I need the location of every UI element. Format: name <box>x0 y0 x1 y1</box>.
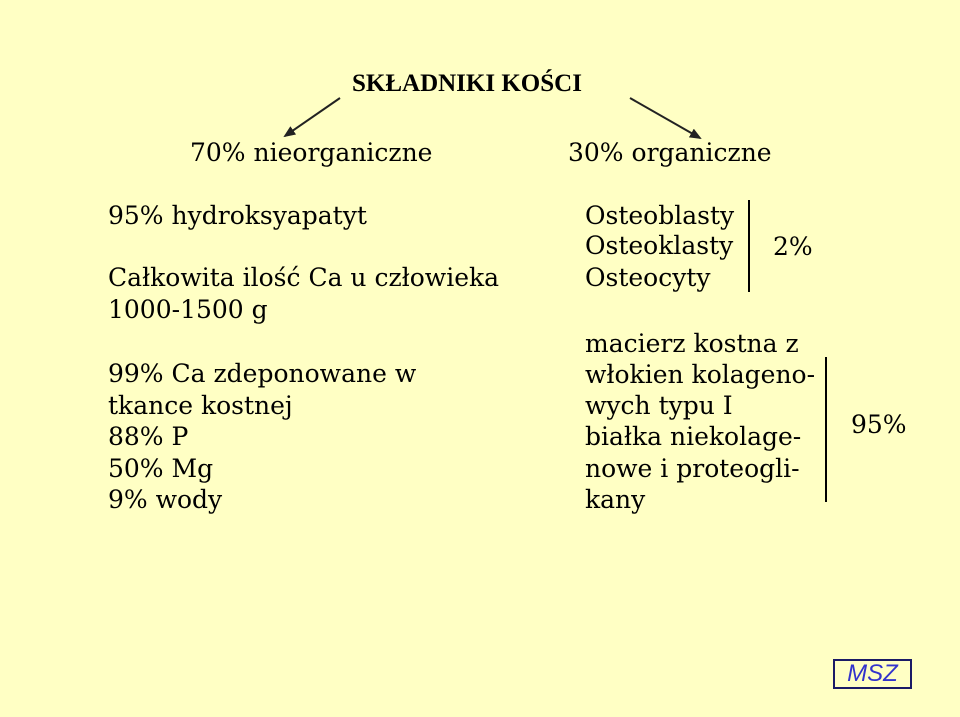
matrix-percent: 95% <box>851 410 907 439</box>
matrix-line: macierz kostna z <box>585 329 799 358</box>
left-line: 50% Mg <box>108 454 214 483</box>
left-line: 1000-1500 g <box>108 295 268 324</box>
inorganic-heading: 70% nieorganiczne <box>190 138 433 167</box>
matrix-line: wych typu I <box>585 391 733 420</box>
left-line: tkance kostnej <box>108 391 293 420</box>
left-line: 95% hydroksyapatyt <box>108 201 367 230</box>
organic-heading: 30% organiczne <box>568 138 772 167</box>
matrix-line: białka niekolage- <box>585 422 802 451</box>
arrow-left <box>285 98 340 136</box>
left-line: Całkowita ilość Ca u człowieka <box>108 263 500 292</box>
matrix-bracket-line <box>825 357 827 502</box>
cells-bracket-line <box>748 200 750 292</box>
matrix-line: włokien kolageno- <box>585 360 816 389</box>
cell-item: Osteocyty <box>585 263 711 292</box>
msz-badge-label: MSZ <box>847 660 898 687</box>
matrix-line: nowe i proteogli- <box>585 454 800 483</box>
arrow-right <box>630 98 700 138</box>
slide-title: SKŁADNIKI KOŚCI <box>352 70 582 97</box>
left-line: 99% Ca zdeponowane w <box>108 359 417 388</box>
left-line: 9% wody <box>108 485 223 514</box>
msz-badge <box>833 659 912 689</box>
left-line: 88% P <box>108 422 189 451</box>
cell-item: Osteoblasty <box>585 201 735 230</box>
cells-percent: 2% <box>773 232 813 261</box>
matrix-line: kany <box>585 485 646 514</box>
cell-item: Osteoklasty <box>585 231 734 260</box>
